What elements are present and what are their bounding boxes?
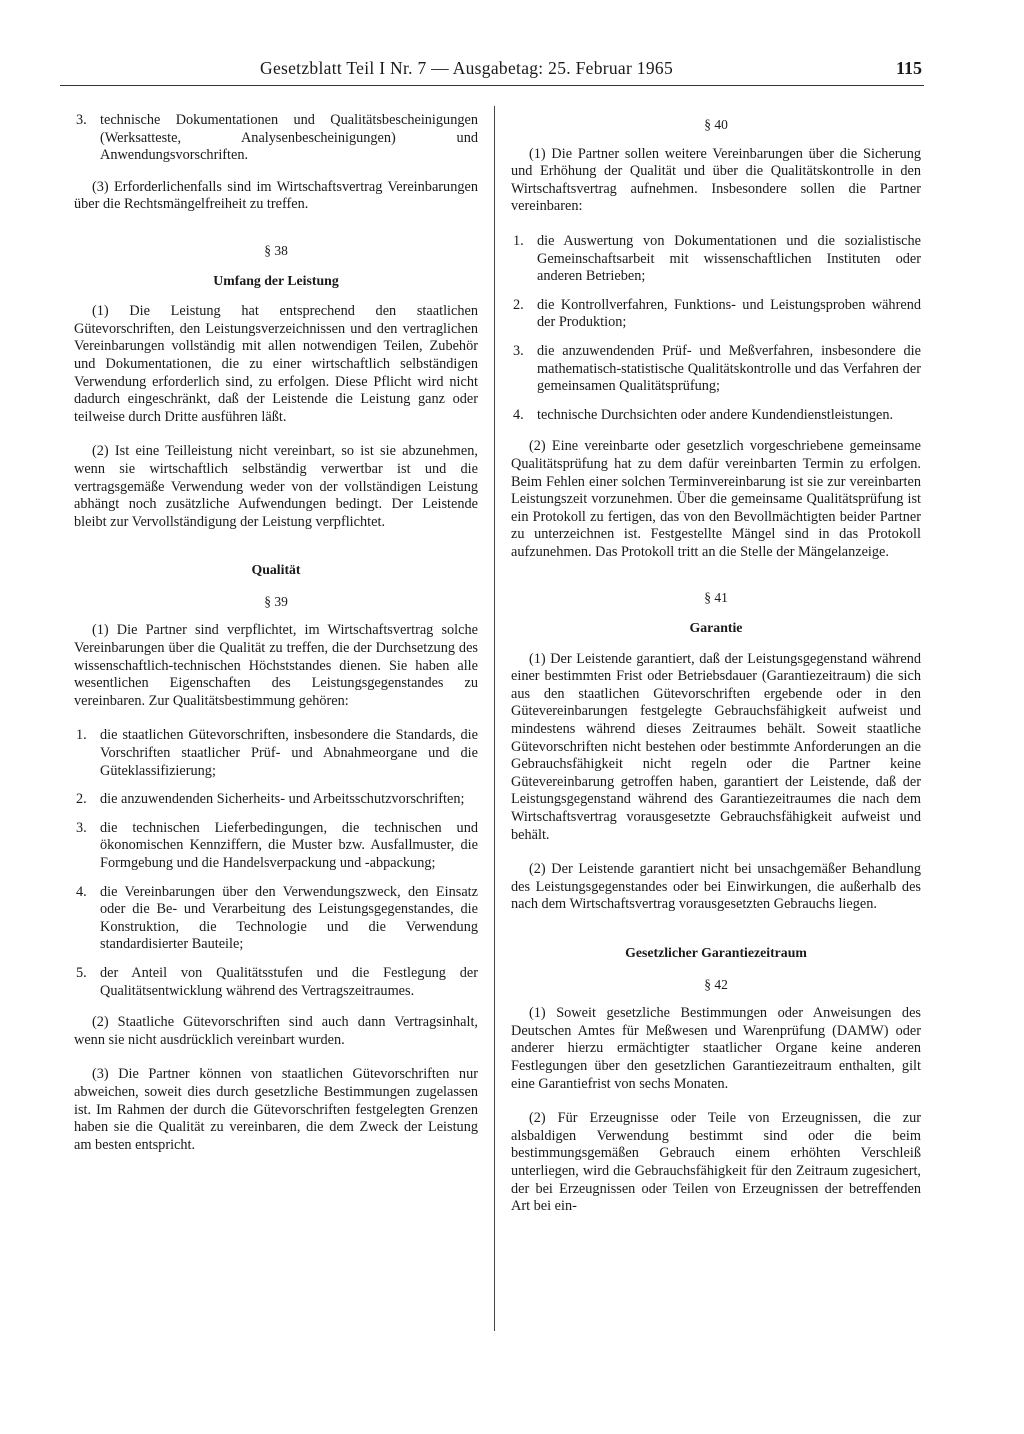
list-item: 3. die technischen Lieferbedingungen, die technischen und ökonomischen Kennziffern, die Muster bzw. Ausfallmuster, die Formgebung und die Handelsverpackung und -abpackung; xyxy=(76,819,478,871)
list-item: 3. technische Dokumentationen und Qualitätsbescheinigungen (Werksatteste, Analysenbescheinigungen) und Anwendungsvorschriften. xyxy=(76,112,478,164)
section-title: Qualität xyxy=(251,562,301,578)
header-rule xyxy=(60,85,924,86)
paragraph: (2) Für Erzeugnisse oder Teile von Erzeugnissen, die zur alsbaldigen Verwendung bestimmt sind oder die beim bestimmungsgemäßen Gebrauch einem erhöhten Verschleiß unterliegen, wird die Gebrauchsfähigkeit für den Zeitraum zugesichert, der bei Erzeugnissen oder Teilen von Erzeugnissen der betreffenden Art bei ein- xyxy=(511,1110,921,1215)
numbered-list xyxy=(74,727,478,1000)
paragraph: (1) Die Partner sind verpflichtet, im Wirtschaftsvertrag solche Vereinbarungen über die Qualität zu treffen, die der Durchsetzung des wissenschaftlich-technischen Höchststandes dienen. Sie haben alle wesentlichen Eigenschaften des Leistungsgegenstandes zu vereinbaren. Zur Qualitätsbestimmung gehören: xyxy=(74,622,478,709)
page-title: Gesetzblatt Teil I Nr. 7 — Ausgabetag: 25. Februar 1965 xyxy=(260,58,673,78)
paragraph: (1) Die Leistung hat entsprechend den staatlichen Gütevorschriften, den Leistungsverzeichnissen und den vertraglichen Vereinbarungen vollständig mit allen notwendigen Teilen, Zubehör und Dokumentationen, die zu einer wirtschaftlich selbständigen Verwendung erforderlich sind, zu erfolgen. Diese Pflicht wird nicht dadurch eingeschränkt, daß der Leistende die Leistung ganz oder teilweise durch Dritte ausführen läßt. xyxy=(74,303,478,425)
paragraph: (2) Eine vereinbarte oder gesetzlich vorgeschriebene gemeinsame Qualitätsprüfung hat zu dem dafür vereinbarten Termin zu erfolgen. Beim Fehlen einer solchen Terminvereinbarung ist sie zur vereinbarten Leistungszeit vorzunehmen. Über die gemeinsame Qualitätsprüfung ist ein Protokoll zu fertigen, das von den Bevollmächtigten beider Partner zu unterzeichnen ist. Festgestellte Mängel sind in das Protokoll aufzunehmen. Das Protokoll tritt an die Stelle der Mängelanzeige. xyxy=(511,438,921,560)
page-header xyxy=(60,58,924,90)
list-item: 2. die anzuwendenden Sicherheits- und Arbeitsschutzvorschriften; xyxy=(76,791,465,808)
paragraph: (2) Ist eine Teilleistung nicht vereinbart, so ist sie abzunehmen, wenn sie wirtschaftlich selbständig verwertbar ist und die vertragsgemäße Verwendung weder von der vollständigen Leistung abhängt noch zusätzliche Aufwendungen bedingt. Der Leistende bleibt zur Vervollständigung der Leistung verpflichtet. xyxy=(74,443,478,530)
list-item: 1. die staatlichen Gütevorschriften, insbesondere die Standards, die Vorschriften staatlicher Prüf- und Abnahmeorgane und die Güteklassifizierung; xyxy=(76,727,478,779)
list-item: 4. technische Durchsichten oder andere Kundendienstleistungen. xyxy=(513,406,894,423)
list-item: 3. die anzuwendenden Prüf- und Meßverfahren, insbesondere die mathematisch-statistische Qualitätskontrolle und das Verfahren der gemeinsamen Qualitätsprüfung; xyxy=(513,342,921,395)
section-heading: § 39 xyxy=(264,593,288,609)
paragraph: (1) Der Leistende garantiert, daß der Leistungsgegenstand während einer bestimmten Frist oder Betriebsdauer (Garantiezeitraum) die sich aus den staatlichen Gütevorschriften ergebende oder in den Gütevereinbarungen festgelegte Gebrauchsfähigkeit aufweist und mindestens während dieses Zeitraumes behält. Soweit staatliche Gütevorschriften nicht bestehen oder bestimmte Anforderungen an die Gebrauchsfähigkeit nicht regeln oder die Partner keine Gütevereinbarung getroffen haben, garantiert der Leistende, daß der Leistungsgegenstand während des Garantiezeitraumes die nach dem Wirtschaftsvertrag vorausgesetzte Gebrauchsfähigkeit aufweist und behält. xyxy=(511,650,921,843)
list-item: 5. der Anteil von Qualitätsstufen und die Festlegung der Qualitätsentwicklung während des Vertragszeitraumes. xyxy=(76,964,478,999)
paragraph: (1) Soweit gesetzliche Bestimmungen oder Anweisungen des Deutschen Amtes für Meßwesen und Warenprüfung (DAMW) oder anderer hierzu ermächtigter staatlicher Organe keine anderen Festlegungen über den gesetzlichen Garantiezeitraum enthalten, gilt eine Garantiefrist von sechs Monaten. xyxy=(511,1005,921,1092)
paragraph: (2) Staatliche Gütevorschriften sind auch dann Vertragsinhalt, wenn sie nicht ausdrücklich vereinbart wurden. xyxy=(74,1014,478,1048)
list-item: 2. die Kontrollverfahren, Funktions- und Leistungsproben während der Produktion; xyxy=(513,296,921,331)
column-divider xyxy=(494,106,495,1331)
list-item: 1. die Auswertung von Dokumentationen und die sozialistische Gemeinschaftsarbeit mit wissenschaftlichen Instituten oder anderen Betrieben; xyxy=(513,232,921,285)
section-title: Umfang der Leistung xyxy=(213,272,339,288)
section-heading: § 40 xyxy=(704,117,728,132)
continued-list xyxy=(74,112,478,165)
section-title: Gesetzlicher Garantiezeitraum xyxy=(625,944,807,960)
left-column xyxy=(74,112,478,1171)
right-column xyxy=(511,112,921,1233)
paragraph: (1) Die Partner sollen weitere Vereinbarungen über die Sicherung und Erhöhung der Qualität und über die Qualitätskontrolle in den Wirtschaftsvertrag aufnehmen. Insbesondere sollen die Partner vereinbaren: xyxy=(511,145,921,215)
page-number: 115 xyxy=(895,58,922,78)
section-heading: § 41 xyxy=(704,590,728,606)
list-item: 4. die Vereinbarungen über den Verwendungszweck, den Einsatz oder die Be- und Verarbeitung des Leistungsgegenstandes, die Konstruktion, die Technologie und die Verwendung standardisierter Bauteile; xyxy=(76,883,478,953)
numbered-list xyxy=(511,233,921,424)
section-heading: § 42 xyxy=(704,976,728,992)
paragraph: (3) Erforderlichenfalls sind im Wirtschaftsvertrag Vereinbarungen über die Rechtsmängelfreiheit zu treffen. xyxy=(74,178,478,213)
section-title: Garantie xyxy=(689,620,743,636)
section-heading: § 38 xyxy=(264,242,288,258)
paragraph: (2) Der Leistende garantiert nicht bei unsachgemäßer Behandlung des Leistungsgegenstandes oder bei Einwirkungen, die außerhalb des nach dem Wirtschaftsvertrag vorausgesetzten Gebrauchs liegen. xyxy=(511,861,921,913)
paragraph: (3) Die Partner können von staatlichen Gütevorschriften nur abweichen, soweit dies durch gesetzliche Bestimmungen zugelassen ist. Im Rahmen der durch die Gütevorschriften festgelegten Grenzen haben sie die Qualität zu vereinbaren, die dem Zweck der Leistung am besten entspricht. xyxy=(74,1066,478,1153)
